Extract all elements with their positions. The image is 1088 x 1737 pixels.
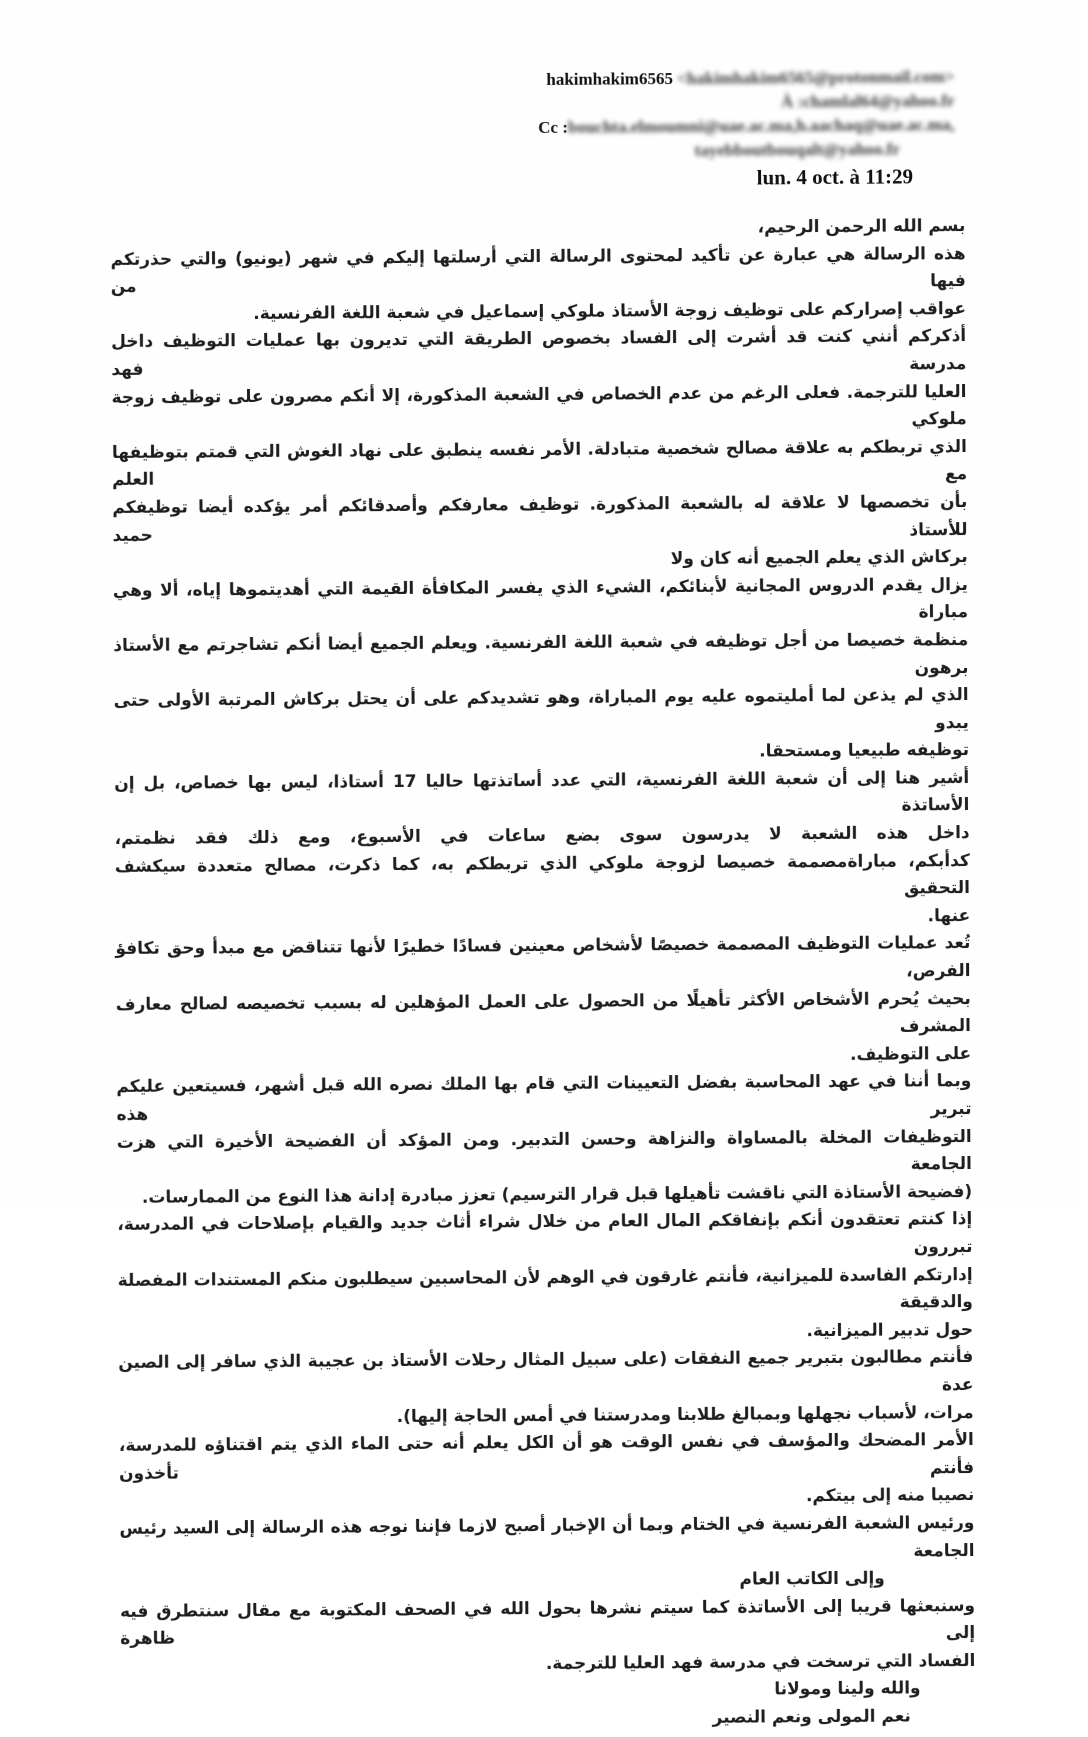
body-line: بسم الله الرحمن الرحيم، xyxy=(757,216,966,238)
body-line: توظيفه طبيعيا ومستحقا. xyxy=(759,740,970,762)
body-line: أذكركم أنني كنت قد أشرت إلى الفساد بخصوص الطريقة التي تديرون بها عمليات التوظيف داخل مدرسة فهد xyxy=(111,326,967,380)
cc-label: Cc : xyxy=(538,117,568,138)
body-line: منظمة خصيصا من أجل توظيفه في شعبة اللغة الفرنسية. ويعلم الجميع أيضا أنكم تشاجرتم مع الأستاذ برهون xyxy=(113,629,969,678)
body-line: هذه الرسالة هي عبارة عن تأكيد لمحتوى الرسالة التي أرسلتها إليكم في شهر (يونيو) والتي حذرتكم فيها من xyxy=(110,243,966,298)
body-line: والله ولينا ومولانا xyxy=(774,1678,921,1700)
body-line: فأنتم مطالبون بتبرير جميع النفقات (على سبيل المثال رحلات الأستاذ بن عجيبة الذي سافر إلى الصين عدة xyxy=(118,1347,974,1396)
body-line: بحيث يُحرم الأشخاص الأكثر تأهيلًا من الحصول على العمل المؤهلين له بسبب تخصيصه لصالح معارف المشرف xyxy=(115,988,972,1037)
body-line: الذي تربطكم به علاقة مصالح شخصية متبادلة. الأمر نفسه ينطبق على نهاد الغوش التي قمتم بتوظيفها مع العلم xyxy=(111,436,968,491)
body-line: (فضيحة الأستاذة التي ناقشت تأهيلها قبل قرار الترسيم) تعزز مبادرة إدانة هذا النوع من الممارسات. xyxy=(141,1181,973,1208)
sender-email-redacted: <hakimhakim6565@protonmail.com> xyxy=(677,67,955,89)
body-line: حول تدبير الميزانية. xyxy=(806,1319,974,1341)
body-line: الفساد التي ترسخت في مدرسة فهد العليا للترجمة. xyxy=(545,1650,976,1674)
body-line: وبما أننا في عهد المحاسبة بفضل التعيينات التي قام بها الملك نصره الله قبل أشهر، فسيتعين عليكم تبرير هذه xyxy=(116,1071,972,1125)
body-line: التوظيفات المخلة بالمساواة والنزاهة وحسن التدبير. ومن المؤكد أن الفضيحة الأخيرة التي هزت الجامعة xyxy=(116,1126,972,1175)
body-line: وسنبعثها قريبا إلى الأساتذة كما سيتم نشرها بحول الله في الصحف المكتوبة مع مقال سنتطرق فيه إلى ظاهرة xyxy=(119,1595,976,1650)
email-date: lun. 4 oct. à 11:29 xyxy=(756,164,914,190)
body-line: على التوظيف. xyxy=(849,1043,972,1065)
body-line: عواقب إصراركم على توظيف زوجة الأستاذ ملوكي إسماعيل في شعبة اللغة الفرنسية. xyxy=(253,298,967,324)
body-line: أشير هنا إلى أن شعبة اللغة الفرنسية، التي عدد أساتذتها حاليا 17 أستاذا، ليس بها خصاص، بل إن الأساتذة xyxy=(114,767,970,816)
body-line: عنها. xyxy=(927,905,971,927)
body-line: بركاش الذي يعلم الجميع أنه كان ولا xyxy=(670,547,968,570)
cc-addresses-redacted: bouchta.elmoumni@uae.ac.ma,h.aachaq@uae.ac.ma, xyxy=(567,115,955,137)
body-line: تُعد عمليات التوظيف المصممة خصيصًا لأشخاص معينين فسادًا خطيرًا لأنها تتناقض مع مبدأ وحق تكافؤ الفرص، xyxy=(115,933,971,982)
body-line: الأمر المضحك والمؤسف في نفس الوقت هو أن الكل يعلم أنه حتى الماء الذي يتم اقتناؤه للمدرسة، فأنتم تأخذون xyxy=(118,1430,975,1484)
body-line: ورئيس الشعبة الفرنسية في الختام وبما أن الإخبار أصبح لازما فإننا نوجه هذه الرسالة إلى السيد رئيس الجامعة xyxy=(119,1512,975,1561)
body-line: إدارتكم الفاسدة للميزانية، فأنتم غارقون في الوهم لأن المحاسبين سيطلبون منكم المستندات المفصلة والدقيقة xyxy=(117,1264,973,1313)
email-body-arabic xyxy=(110,213,976,1737)
body-line: نصيبا منه إلى بيتكم. xyxy=(805,1485,975,1507)
body-line: وإلى الكاتب العام xyxy=(739,1568,885,1590)
body-line: مرات، لأسباب نجهلها وبمبالغ طلابنا ومدرستنا في أمس الحاجة إليها). xyxy=(396,1402,974,1427)
body-line: إذا كنتم تعتقدون أنكم بإنفاقكم المال العام من خلال شراء أثاث جديد والقيام بإصلاحات في المدرسة، تبررون xyxy=(117,1209,973,1258)
sender-name: hakimhakim6565 xyxy=(546,69,674,89)
to-address-redacted: À :chamlal64@yahoo.fr xyxy=(780,91,955,112)
body-line: يزال يقدم الدروس المجانية لأبنائكم، الشيء الذي يفسر المكافأة القيمة التي أهديتموها إياه، ألا وهي مباراة xyxy=(112,574,969,623)
cc-address-2-redacted: tayebboutbouqalt@yahoo.fr xyxy=(694,139,900,160)
body-line: داخل هذه الشعبة لا يدرسون سوى بضع ساعات في الأسبوع، ومع ذلك فقد نظمتم، xyxy=(114,823,970,850)
body-line: نعم المولى ونعم النصير xyxy=(712,1706,911,1728)
email-header xyxy=(116,65,955,196)
body-line: الذي لم يذعن لما أمليتموه عليه يوم المباراة، وهو تشديدكم على أن يحتل بركاش المرتبة الأولى حتى يبدو xyxy=(113,685,969,733)
body-line: كدأبكم، مباراةمصممة خصيصا لزوجة ملوكي الذي تربطكم به، كما ذكرت، مصالح متعددة سيكشف التحقيق xyxy=(114,850,971,899)
body-line: العليا للترجمة. فعلى الرغم من عدم الخصاص في الشعبة المذكورة، إلا أنكم مصرون على توظيف زوجة ملوكي xyxy=(111,381,967,430)
body-line: بأن تخصصها لا علاقة له بالشعبة المذكورة. توظيف معارفكم وأصدقائكم أمر يؤكده أيضا توظيفكم للأستاذ حميد xyxy=(112,491,968,546)
